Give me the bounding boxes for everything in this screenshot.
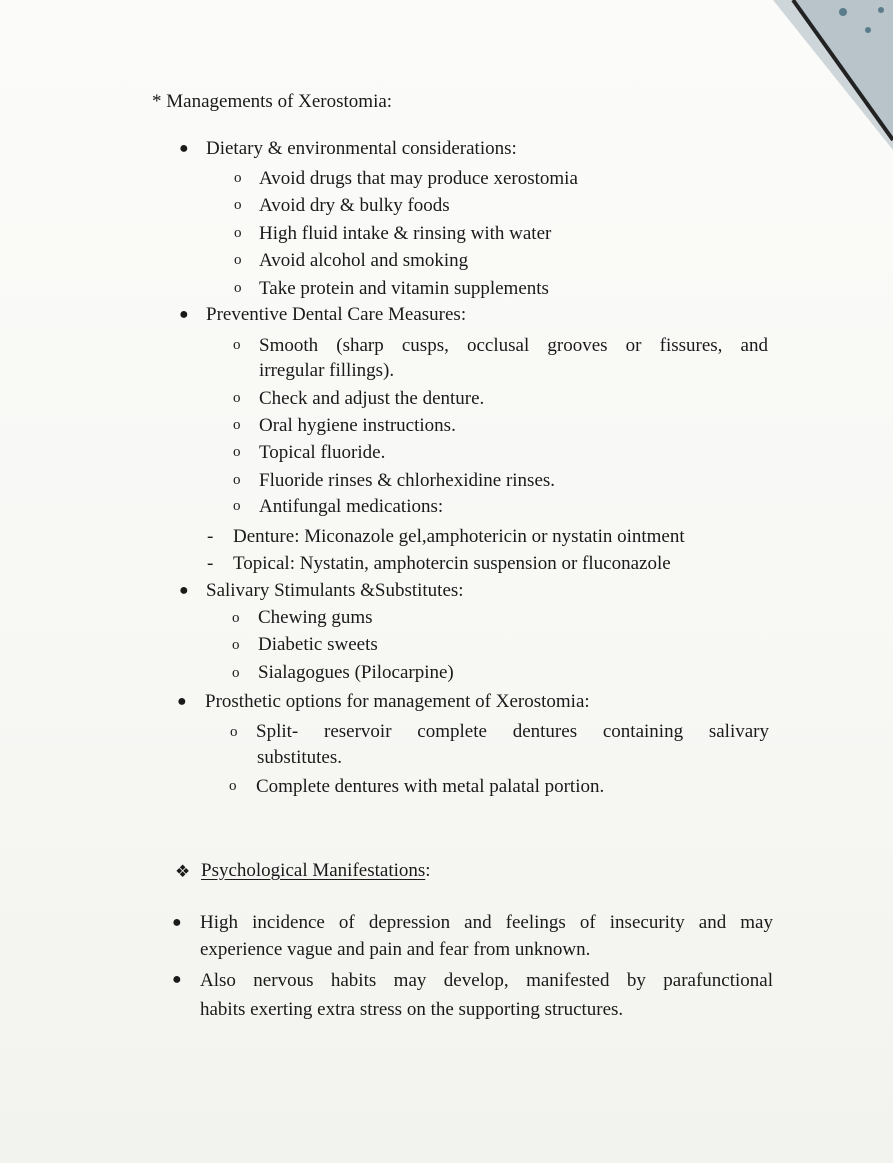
circle-bullet-icon: o xyxy=(233,417,241,433)
list-item: Antifungal medications: xyxy=(259,496,444,517)
list-item: Topical fluoride. xyxy=(259,442,386,463)
bullet-icon: ● xyxy=(177,693,187,710)
list-item: Avoid drugs that may produce xerostomia xyxy=(259,168,578,189)
circle-bullet-icon: o xyxy=(229,778,237,794)
bullet-icon: ● xyxy=(179,306,189,323)
list-item: Check and adjust the denture. xyxy=(259,388,485,409)
bullet-icon: ● xyxy=(172,971,182,988)
circle-bullet-icon: o xyxy=(233,498,241,514)
dash-list-item: Topical: Nystatin, amphotercin suspension or fluconazole xyxy=(233,553,671,574)
circle-bullet-icon: o xyxy=(230,724,238,740)
list-item: Take protein and vitamin supplements xyxy=(259,278,549,299)
circle-bullet-icon: o xyxy=(233,337,241,353)
section-title-preventive: Preventive Dental Care Measures: xyxy=(206,304,467,325)
circle-bullet-icon: o xyxy=(234,225,242,241)
list-item: High fluid intake & rinsing with water xyxy=(259,223,552,244)
dash-icon: - xyxy=(207,553,214,574)
dash-icon: - xyxy=(207,526,214,547)
paragraph-line: High incidence of depression and feelings of insecurity and may xyxy=(200,912,773,933)
list-item: Diabetic sweets xyxy=(258,634,378,655)
bullet-icon: ● xyxy=(179,582,189,599)
list-item: Avoid dry & bulky foods xyxy=(259,195,450,216)
section-title-dietary: Dietary & environmental considerations: xyxy=(206,138,517,159)
paragraph-line: Also nervous habits may develop, manifested by parafunctional xyxy=(200,970,773,991)
circle-bullet-icon: o xyxy=(233,444,241,460)
paragraph-line: habits exerting extra stress on the supporting structures. xyxy=(200,999,624,1020)
list-item: Complete dentures with metal palatal portion. xyxy=(256,776,605,797)
section-title-salivary: Salivary Stimulants &Substitutes: xyxy=(206,580,464,601)
circle-bullet-icon: o xyxy=(234,252,242,268)
circle-bullet-icon: o xyxy=(234,197,242,213)
section-title-prosthetic: Prosthetic options for management of Xerostomia: xyxy=(205,691,590,712)
list-item-continuation: irregular fillings). xyxy=(259,360,395,381)
circle-bullet-icon: o xyxy=(233,472,241,488)
circle-bullet-icon: o xyxy=(232,665,240,681)
list-item: Chewing gums xyxy=(258,607,373,628)
dash-list-item: Denture: Miconazole gel,amphotericin or nystatin ointment xyxy=(233,526,685,547)
circle-bullet-icon: o xyxy=(233,390,241,406)
management-heading: * Managements of Xerostomia: xyxy=(152,91,393,112)
psychological-heading-colon: : xyxy=(425,860,431,881)
circle-bullet-icon: o xyxy=(234,170,242,186)
list-item: Sialagogues (Pilocarpine) xyxy=(258,662,454,683)
list-item: Avoid alcohol and smoking xyxy=(259,250,469,271)
circle-bullet-icon: o xyxy=(232,610,240,626)
list-item: Smooth (sharp cusps, occlusal grooves or fissures, and xyxy=(259,335,768,356)
psychological-heading xyxy=(201,859,431,883)
list-item: Oral hygiene instructions. xyxy=(259,415,456,436)
list-item-continuation: substitutes. xyxy=(257,747,342,768)
bullet-icon: ● xyxy=(179,140,189,157)
circle-bullet-icon: o xyxy=(232,637,240,653)
psychological-heading-text: Psychological Manifestations xyxy=(201,860,426,881)
list-item: Fluoride rinses & chlorhexidine rinses. xyxy=(259,470,556,491)
diamond-bullet-icon: ❖ xyxy=(175,862,191,881)
bullet-icon: ● xyxy=(172,914,182,931)
paragraph-line: experience vague and pain and fear from unknown. xyxy=(200,939,591,960)
list-item: Split- reservoir complete dentures containing salivary xyxy=(256,721,769,742)
circle-bullet-icon: o xyxy=(234,280,242,296)
